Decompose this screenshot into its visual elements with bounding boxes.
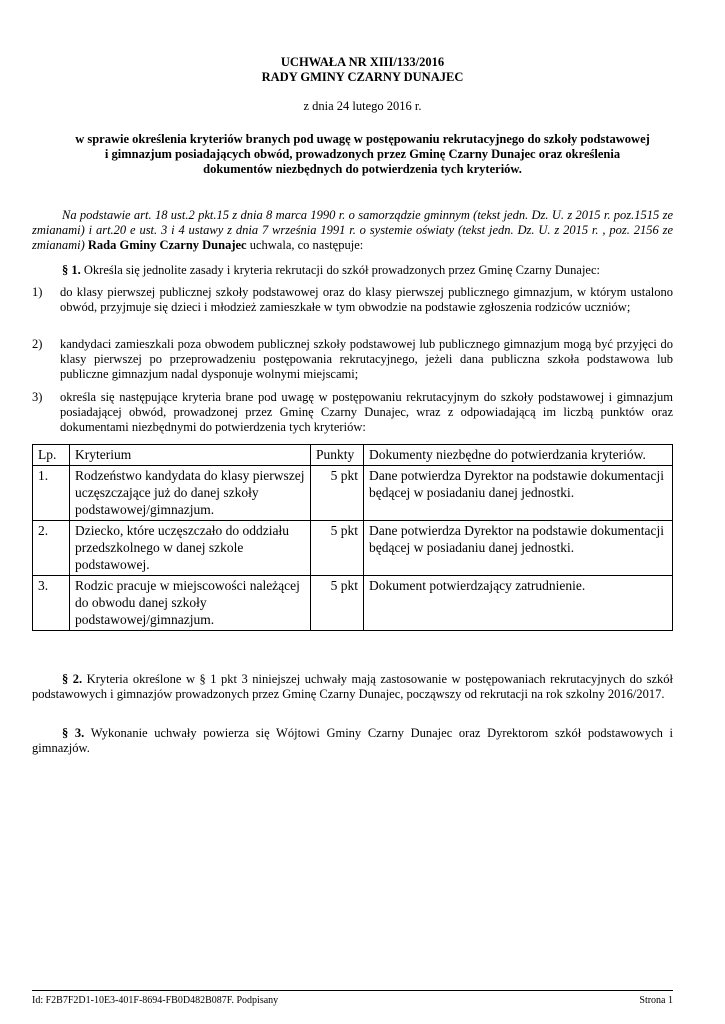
list-text: określa się następujące kryteria brane pod uwagę w postępowaniu rekrutacyjnym do szkoły podstawowej i gimnazjum posiadającej obwód, prowadzonej przez Gminę Czarny Dunajec, wraz z odpowiadającą im liczbą punktów oraz dokumentami niezbędnymi do potwierdzenia tych kryteriów: — [60, 390, 673, 434]
page-number: Strona 1 — [639, 995, 673, 1006]
cell-kryterium: Rodzic pracuje w miejscowości należącej do obwodu danej szkoły podstawowej/gimnazjum. — [70, 576, 311, 631]
cell-dokumenty: Dane potwierdza Dyrektor na podstawie dokumentacji będącej w posiadaniu danej jednostki. — [364, 521, 673, 576]
section-text: Kryteria określone w § 1 pkt 3 niniejszej uchwały mają zastosowanie w postępowaniach rekrutacyjnych do szkół podstawowych i gimnazjów prowadzonych przez Gminę Czarny Dunajec, począwszy od rekrutacji na rok szkolny 2016/2017. — [32, 672, 674, 701]
table-header-row — [33, 445, 673, 466]
list-number: 2) — [32, 337, 43, 351]
section-text: Wykonanie uchwały powierza się Wójtowi Gminy Czarny Dunajec oraz Dyrektorom szkół podstawowych i gimnazjów. — [32, 726, 673, 755]
section-1 — [32, 263, 673, 278]
council-name: RADY GMINY CZARNY DUNAJEC — [261, 70, 464, 84]
table-row — [33, 576, 673, 631]
resolution-subject — [40, 132, 685, 177]
cell-lp: 2. — [33, 521, 70, 576]
section-label: § 3. — [62, 726, 85, 740]
cell-punkty: 5 pkt — [311, 466, 364, 521]
subject-line: dokumentów niezbędnych do potwierdzenia tych kryteriów. — [203, 162, 522, 176]
criteria-table — [32, 444, 673, 631]
section-2 — [32, 672, 673, 702]
document-id: Id: F2B7F2D1-10E3-401F-8694-FB0D482B087F. Podpisany — [32, 995, 279, 1006]
section-3 — [32, 726, 673, 756]
list-item — [32, 390, 673, 435]
table-row — [33, 466, 673, 521]
resolves-text: uchwala, co następuje: — [246, 238, 364, 252]
list-text: do klasy pierwszej publicznej szkoły podstawowej oraz do klasy pierwszej publicznego gimnazjum, w którym ustalono obwód, przyjmuje się dzieci i młodzież zamieszkałe w tym obwodzie na podstawie zgłoszenia rodziców uczniów; — [60, 285, 673, 314]
legal-basis: Na podstawie art. 18 ust.2 pkt.15 z dnia 8 marca 1990 r. o samorządzie gminnym (tekst jedn. Dz. U. z 2015 r. poz.1515 ze zmianami) i art.20 e ust. 3 i 4 ustawy z dnia 7 września 1991 r. o systemie oświaty (tekst jedn. Dz. U. z 2015 r. , poz. 2156 ze zmianami) — [32, 208, 673, 252]
cell-kryterium: Rodzeństwo kandydata do klasy pierwszej uczęszczające już do danej szkoły podstawowej/gimnazjum. — [70, 466, 311, 521]
subject-line: i gimnazjum posiadających obwód, prowadzonych przez Gminę Czarny Dunajec oraz określenia — [104, 147, 621, 161]
footer-divider — [32, 990, 673, 991]
cell-kryterium: Dziecko, które uczęszczało do oddziału przedszkolnego w danej szkole podstawowej. — [70, 521, 311, 576]
preamble — [32, 208, 673, 253]
list-number: 3) — [32, 390, 43, 404]
section-label: § 1. — [62, 263, 81, 277]
cell-punkty: 5 pkt — [311, 576, 364, 631]
subject-line: w sprawie określenia kryteriów branych pod uwagę w postępowaniu rekrutacyjnego do szkoły podstawowej — [75, 132, 650, 146]
cell-lp: 1. — [33, 466, 70, 521]
cell-lp: 3. — [33, 576, 70, 631]
table-row — [33, 521, 673, 576]
resolution-number: UCHWAŁA NR XIII/133/2016 — [280, 55, 445, 69]
header-lp: Lp. — [33, 445, 70, 466]
cell-punkty: 5 pkt — [311, 521, 364, 576]
list-number: 1) — [32, 285, 43, 299]
council-body: Rada Gminy Czarny Dunajec — [87, 238, 247, 252]
header-punkty: Punkty — [311, 445, 364, 466]
list-text: kandydaci zamieszkali poza obwodem publicznej szkoły podstawowej lub publicznego gimnazjum mogą być przyjęci do klasy pierwszej po przeprowadzeniu postępowania rekrutacyjnego, jeżeli dana publiczna szkoła podstawowa lub publiczne gimnazjum nadal dysponuje wolnymi miejscami; — [60, 337, 673, 381]
section-label: § 2. — [62, 672, 83, 686]
header-kryterium: Kryterium — [70, 445, 311, 466]
cell-dokumenty: Dokument potwierdzający zatrudnienie. — [364, 576, 673, 631]
resolution-date: z dnia 24 lutego 2016 r. — [303, 99, 422, 113]
header-dokumenty: Dokumenty niezbędne do potwierdzania kryteriów. — [364, 445, 673, 466]
section-text: Określa się jednolite zasady i kryteria rekrutacji do szkół prowadzonych przez Gminę Czarny Dunajec: — [80, 263, 600, 277]
list-item — [32, 285, 673, 315]
cell-dokumenty: Dane potwierdza Dyrektor na podstawie dokumentacji będącej w posiadaniu danej jednostki. — [364, 466, 673, 521]
list-item — [32, 337, 673, 382]
